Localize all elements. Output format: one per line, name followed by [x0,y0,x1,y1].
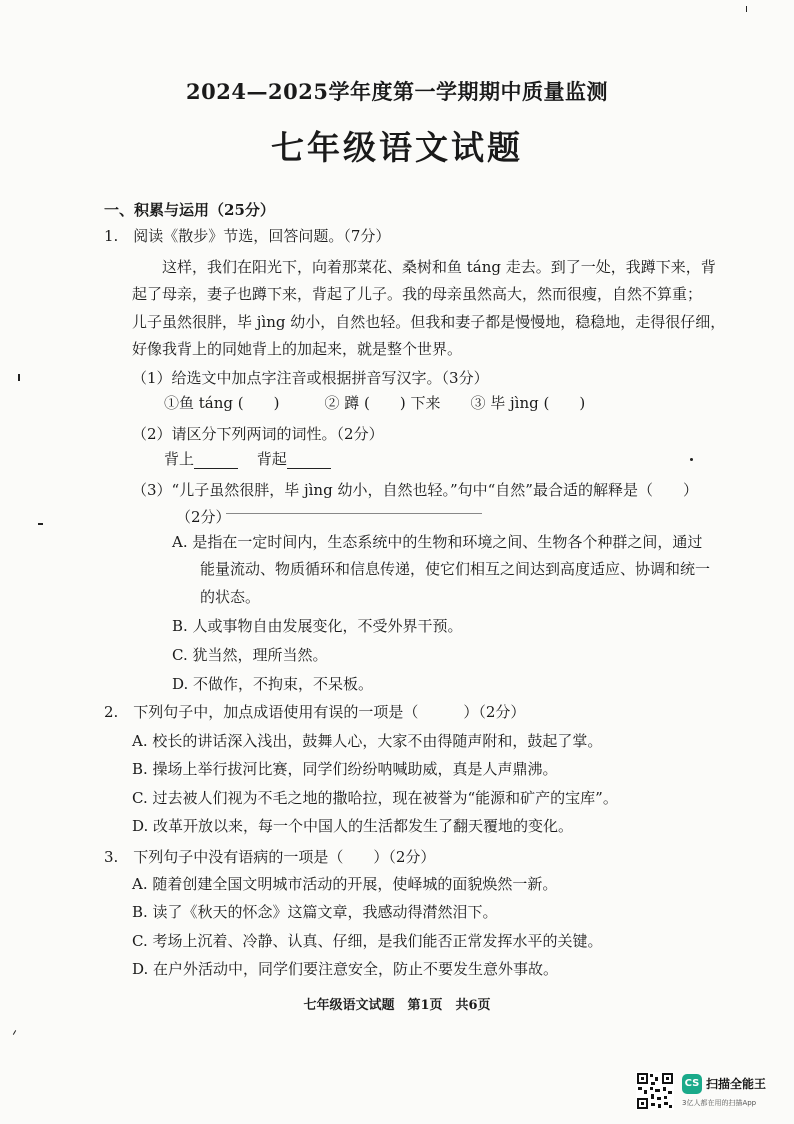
q1-option: A. 是指在一定时间内，生态系统中的生物和环境之间、生物各个种群之间，通过 [172,533,703,551]
q1-passage-line: 这样，我们在阳光下，向着那菜花、桑树和鱼 táng 走去。到了一处，我蹲下来，背 [132,258,716,276]
q1-sub2-words [164,449,331,469]
q2-stem: 2. 下列句子中，加点成语使用有误的一项是（ ）（2分） [104,703,526,721]
q1-stem: 1. 阅读《散步》节选，回答问题。（7分） [104,227,391,245]
q1-option-cont: 的状态。 [200,588,261,606]
scan-speck [13,1030,16,1035]
q1-passage-line: 好像我背上的同她背上的加起来，就是整个世界。 [132,340,463,358]
answer-blank[interactable] [194,453,238,469]
q1-passage-line: 起了母亲，妻子也蹲下来，背起了儿子。我的母亲虽然高大，然而很瘦，自然不算重； [132,285,703,303]
q1-passage-line: 儿子虽然很胖，毕 jìng 幼小，自然也轻。但我和妻子都是慢慢地，稳稳地，走得很仔细， [132,313,726,331]
scan-speck [746,6,747,12]
q3-option: C. 考场上沉着、冷静、认真、仔细，是我们能否正常发挥水平的关键。 [132,932,603,950]
q2-option: D. 改革开放以来，每一个中国人的生活都发生了翻天覆地的变化。 [132,817,574,835]
q1-sub1-items: ①鱼 táng ( ) ② 蹲 ( ) 下来 ③ 毕 jìng ( ) [164,394,586,412]
q3-option: A. 随着创建全国文明城市活动的开展，使峄城的面貌焕然一新。 [132,875,558,893]
section-heading: 一、积累与运用（25分） [104,201,275,219]
q1-sub2: （2）请区分下列两词的词性。（2分） [132,425,384,443]
q1-option-cont: 能量流动、物质循环和信息传递，使它们相互之间达到高度适应、协调和统一 [200,560,711,578]
q2-option: A. 校长的讲话深入浅出，鼓舞人心，大家不由得随声附和，鼓起了掌。 [132,732,603,750]
faint-line [226,513,482,514]
word-beishang: 背上 [164,450,195,468]
answer-blank[interactable] [287,453,331,469]
scan-speck [18,374,20,381]
q3-option: D. 在户外活动中，同学们要注意安全，防止不要发生意外事故。 [132,960,559,978]
scanner-app-name: 扫描全能王 [706,1077,767,1091]
q2-option: C. 过去被人们视为不毛之地的撒哈拉，现在被誉为“能源和矿产的宝库”。 [132,789,618,807]
word-beiqi: 背起 [256,450,287,468]
q1-option: C. 犹当然，理所当然。 [172,646,328,664]
camscanner-logo-icon: CS [682,1074,702,1094]
q1-sub3-score: （2分） [176,508,231,526]
exam-title: 2024—2025学年度第一学期期中质量监测 [186,79,608,104]
page-footer: 七年级语文试题 第1页 共6页 [303,998,491,1013]
q1-option: D. 不做作，不拘束，不呆板。 [172,675,374,693]
q1-sub3: （3）“儿子虽然很胖，毕 jìng 幼小，自然也轻。”句中“自然”最合适的解释是（ ） [132,481,698,499]
q1-option: B. 人或事物自由发展变化，不受外界干预。 [172,617,463,635]
qr-code-icon [636,1072,674,1110]
q2-option: B. 操场上举行拔河比赛，同学们纷纷呐喊助威，真是人声鼎沸。 [132,760,558,778]
q3-stem: 3. 下列句子中没有语病的一项是（ ）（2分） [104,848,436,866]
exam-subtitle: 七年级语文试题 [271,128,523,167]
scanner-tagline: 3亿人都在用的扫描App [682,1099,757,1107]
scan-speck [38,523,43,525]
scan-speck [690,458,693,461]
q3-option: B. 读了《秋天的怀念》这篇文章，我感动得潸然泪下。 [132,903,498,921]
q1-sub1: （1）给选文中加点字注音或根据拼音写汉字。（3分） [132,369,489,387]
